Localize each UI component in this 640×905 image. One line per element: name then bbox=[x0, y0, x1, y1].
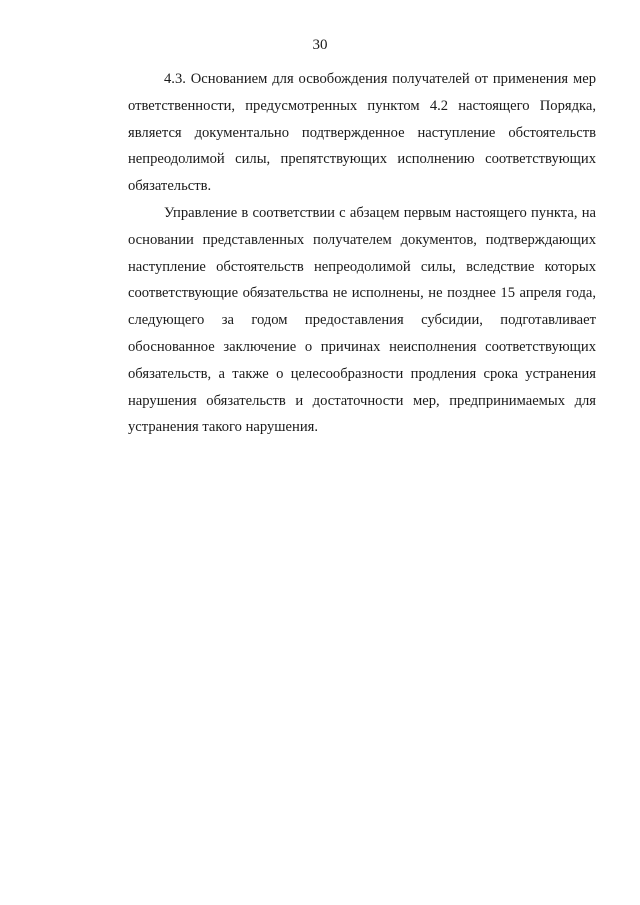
text-line: обязательств. bbox=[128, 178, 212, 195]
text-line: 4.3. Основанием для освобождения получателей от применения мер bbox=[164, 71, 596, 87]
text-line: следующего за годом предоставления субсидии, подготавливает bbox=[128, 312, 596, 329]
text-line: нарушения обязательств и достаточности мер, предпринимаемых для bbox=[128, 392, 596, 409]
text-line: основании представленных получателем документов, подтверждающих bbox=[128, 231, 596, 248]
paragraph-4-3 bbox=[92, 66, 596, 200]
text-line: является документально подтвержденное наступление обстоятельств bbox=[128, 124, 596, 141]
document-body bbox=[92, 66, 596, 441]
paragraph-management bbox=[92, 200, 596, 441]
text-line: непреодолимой силы, препятствующих исполнению соответствующих bbox=[128, 151, 596, 168]
text-line: наступление обстоятельств непреодолимой силы, вследствие которых bbox=[128, 258, 596, 275]
text-line: обоснованное заключение о причинах неисполнения соответствующих bbox=[128, 338, 596, 355]
text-line: Управление в соответствии с абзацем первым настоящего пункта, на bbox=[164, 204, 596, 221]
text-line: обязательств, а также о целесообразности продления срока устранения bbox=[128, 365, 596, 382]
page-number: 30 bbox=[312, 37, 328, 53]
text-line: устранения такого нарушения. bbox=[128, 419, 319, 436]
text-line: соответствующие обязательства не исполнены, не позднее 15 апреля года, bbox=[128, 285, 596, 302]
text-line: ответственности, предусмотренных пунктом 4.2 настоящего Порядка, bbox=[128, 97, 596, 114]
